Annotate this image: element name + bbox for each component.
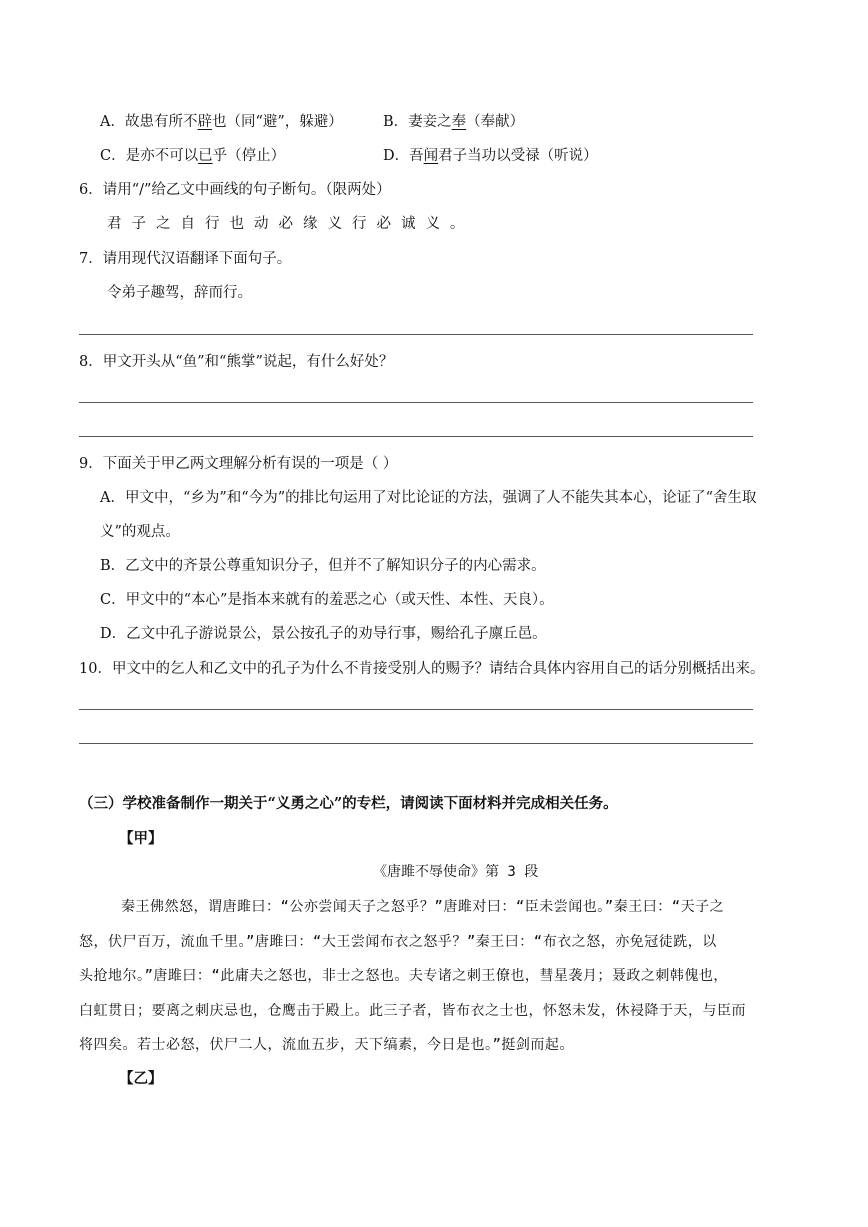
- q10-answer-line-2[interactable]: [79, 743, 753, 744]
- q9-option-a-line2: 义”的观点。: [100, 524, 180, 540]
- q5-option-a: [100, 112, 343, 132]
- passage-citation: 《唐雎不辱使命》第 3 段: [373, 864, 539, 880]
- passage-line-4: 白虹贯日；要离之刺庆忌也，仓鹰击于殿上。此三子者，皆布衣之士也，怀怒未发，休祲降于天，与臣而: [79, 1003, 746, 1019]
- q6-question: 6．请用“/”给乙文中画线的句子断句。（限两处）: [79, 182, 391, 198]
- section3-jia-label: 【甲】: [119, 830, 163, 847]
- passage-line-1: 秦王佛然怒，谓唐雎曰：“公亦尝闻天子之怒乎？”唐雎对曰：“臣未尝闻也。”秦王曰：“天子之: [121, 899, 725, 915]
- q7-sentence: 令弟子趣驾，辞而行。: [107, 285, 252, 301]
- section3-heading: （三）学校准备制作一期关于“义勇之心”的专栏，请阅读下面材料并完成相关任务。: [79, 795, 618, 812]
- q5-option-c: [100, 146, 285, 166]
- q5-option-c-key: 已: [198, 148, 213, 164]
- section3-yi-label: 【乙】: [119, 1070, 163, 1087]
- q8-question: 8．甲文开头从“鱼”和“熊掌”说起，有什么好处？: [79, 354, 394, 370]
- passage-line-5: 将四矣。若士必怒，伏尸二人，流血五步，天下缟素，今日是也。”挺剑而起。: [79, 1037, 574, 1053]
- q8-answer-line-2[interactable]: [79, 436, 753, 437]
- q6-sentence: 君子之自行也动必缘义行必诚义。: [107, 216, 475, 232]
- q5-option-a-post: 也（同“避”，躲避）: [211, 114, 343, 130]
- q7-answer-line[interactable]: [79, 334, 753, 335]
- q8-answer-line-1[interactable]: [79, 402, 753, 403]
- q7-question: 7．请用现代汉语翻译下面句子。: [79, 251, 292, 267]
- q9-option-a-line1: A．甲文中，“乡为”和“今为”的排比句运用了对比论证的方法，强调了人不能失其本心，论证了“舍生取: [100, 490, 757, 506]
- q5-option-b: [383, 112, 524, 132]
- q10-answer-line-1[interactable]: [79, 709, 753, 710]
- q9-question: 9．下面关于甲乙两文理解分析有误的一项是（ ）: [79, 456, 398, 472]
- q5-option-b-post: （奉献）: [466, 114, 525, 130]
- q9-option-d: D．乙文中孔子游说景公，景公按孔子的劝导行事，赐给孔子廪丘邑。: [100, 626, 547, 642]
- q5-option-c-pre: C．是亦不可以: [100, 148, 199, 164]
- q9-option-c: C．甲文中的“本心”是指本来就有的羞恶之心（或天性、本性、天良）。: [100, 592, 554, 608]
- q5-option-a-key: 辟: [197, 114, 212, 130]
- q5-option-d: [383, 146, 598, 166]
- q5-option-d-key: 闻: [423, 148, 439, 164]
- passage-line-2: 怒，伏尸百万，流血千里。”唐雎曰：“大王尝闻布衣之怒乎？”秦王曰：“布衣之怒，亦免冠徒跣，以: [79, 934, 717, 950]
- q10-question: 10．甲文中的乞人和乙文中的孔子为什么不肯接受别人的赐予？请结合具体内容用自己的话分别概括出来。: [79, 661, 765, 677]
- passage-line-3: 头抢地尔。”唐雎曰：“此庸夫之怒也，非士之怒也。夫专诸之刺王僚也，彗星袭月；聂政之刺韩傀也，: [79, 968, 728, 984]
- q9-option-b: B．乙文中的齐景公尊重知识分子，但并不了解知识分子的内心需求。: [100, 558, 546, 574]
- q5-option-b-pre: B．妻妾之: [383, 114, 452, 130]
- q5-option-d-post: 君子当功以受禄（听说）: [438, 148, 598, 164]
- q5-option-a-pre: A．故患有所不: [100, 114, 198, 130]
- q5-option-c-post: 乎（停止）: [212, 148, 286, 164]
- q5-option-d-pre: D．吾: [383, 148, 424, 164]
- q5-option-b-key: 奉: [451, 114, 467, 130]
